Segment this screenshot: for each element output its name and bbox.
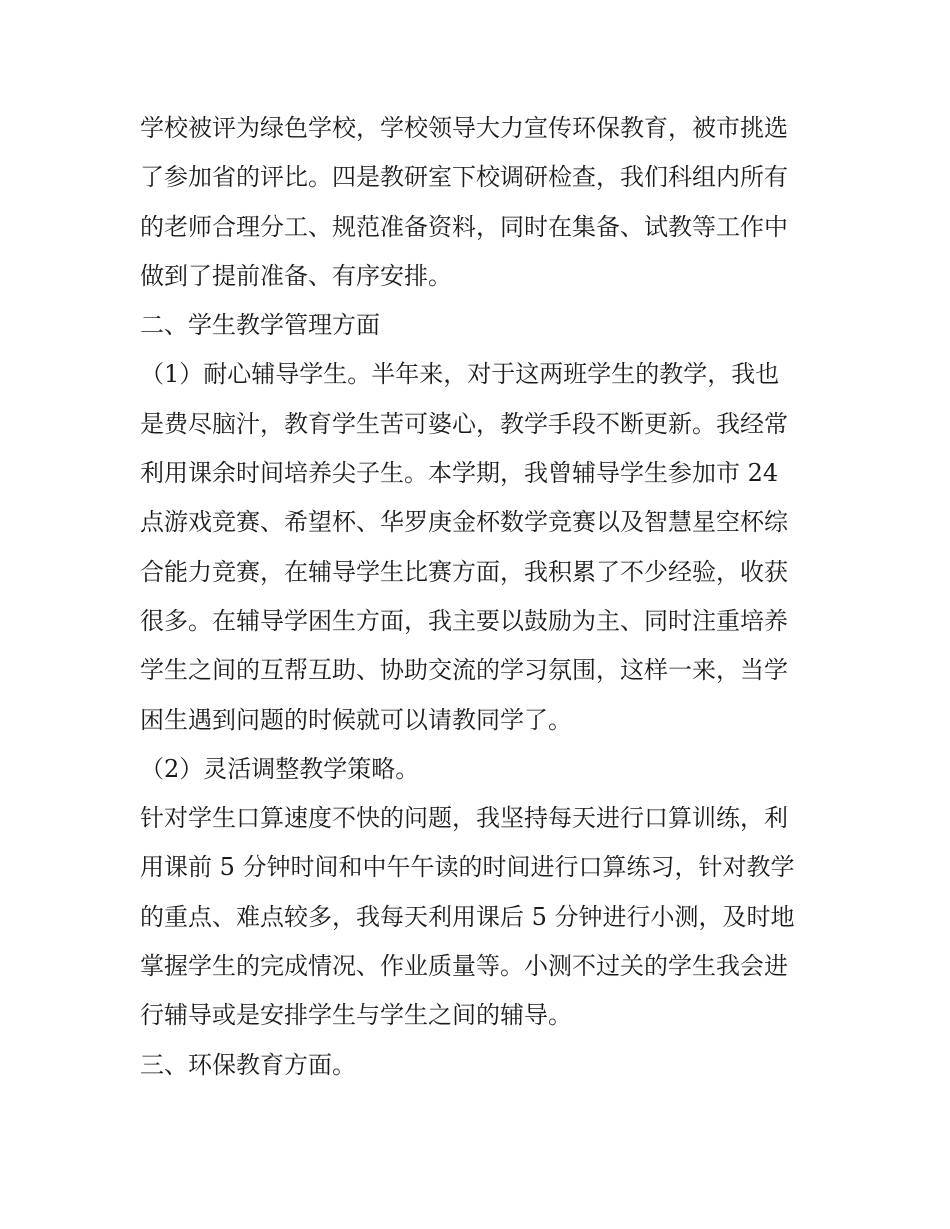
text-line: 针对学生口算速度不快的问题，我坚持每天进行口算训练，利 bbox=[140, 804, 788, 833]
text-line: 行辅导或是安排学生与学生之间的辅导。 bbox=[140, 1001, 572, 1030]
subsection-heading: （2）灵活调整教学策略。 bbox=[140, 754, 420, 783]
text-line: 学生之间的互帮互助、协助交流的学习氛围，这样一来，当学 bbox=[140, 656, 788, 685]
section-heading: 三、环保教育方面。 bbox=[140, 1050, 356, 1079]
text-line: 的重点、难点较多，我每天利用课后 5 分钟进行小测，及时地 bbox=[140, 902, 795, 931]
text-line: 做到了提前准备、有序安排。 bbox=[140, 261, 452, 290]
text-line: 的老师合理分工、规范准备资料，同时在集备、试教等工作中 bbox=[140, 212, 788, 241]
text-line: 用课前 5 分钟时间和中午午读的时间进行口算练习，针对教学 bbox=[140, 853, 795, 882]
text-line: 很多。在辅导学困生方面，我主要以鼓励为主、同时注重培养 bbox=[140, 606, 788, 635]
text-line: 了参加省的评比。四是教研室下校调研检查，我们科组内所有 bbox=[140, 163, 788, 192]
text-line: 点游戏竞赛、希望杯、华罗庚金杯数学竞赛以及智慧星空杯综 bbox=[140, 508, 788, 537]
section-heading: 二、学生教学管理方面 bbox=[140, 311, 380, 340]
text-line: 合能力竞赛，在辅导学生比赛方面，我积累了不少经验，收获 bbox=[140, 557, 788, 586]
text-line: 学校被评为绿色学校，学校领导大力宣传环保教育，被市挑选 bbox=[140, 114, 788, 142]
text-line: 是费尽脑汁，教育学生苦可婆心，教学手段不断更新。我经常 bbox=[140, 409, 788, 438]
text-line: 利用课余时间培养尖子生。本学期，我曾辅导学生参加市 24 bbox=[140, 459, 779, 488]
text-line: 掌握学生的完成情况、作业质量等。小测不过关的学生我会进 bbox=[140, 952, 788, 981]
subsection-heading: （1）耐心辅导学生。半年来，对于这两班学生的教学，我也 bbox=[140, 360, 780, 389]
text-line: 困生遇到问题的时候就可以请教同学了。 bbox=[140, 705, 572, 734]
document-body bbox=[140, 104, 815, 1090]
